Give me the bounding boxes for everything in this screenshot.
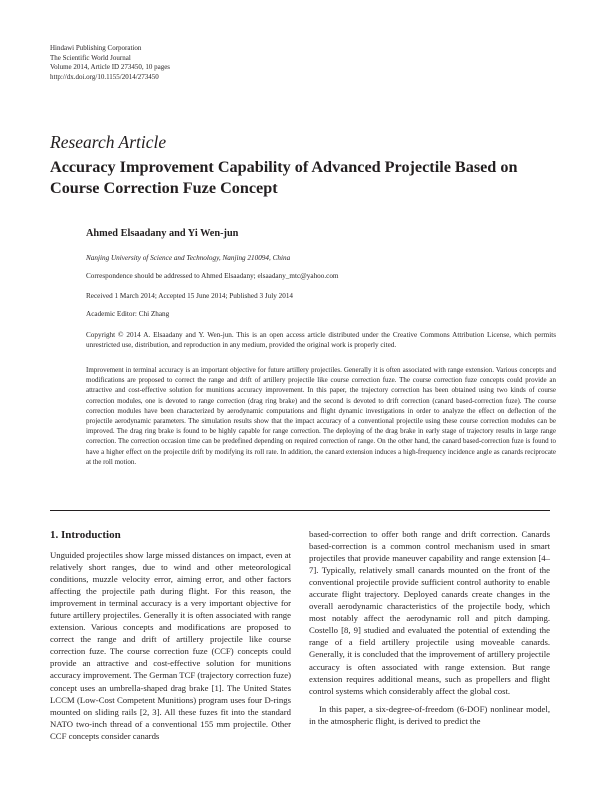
body-paragraph: based-correction to offer both range and drift correction. Canards based-correction is a common control mechanism used in smart projectiles that provide maneuver capability and range extension [4–7]. Typically, relatively small canards mounted on the front of the conventional projectile provide sufficient control authority to enable accurate flight trajectory. Deployed canards create changes in the overall aerodynamic characteristics of the projectile body, which most notably affect the aerodynamic roll and pitch damping. Costello [8, 9] studied and evaluated the potential of extending the range of a field artillery projectile using moveable canards. Generally, it is concluded that the improvement of artillery projectile accuracy is often associated with range extension. But range extension requires additional means, such as propellers and flight control systems which considerably affect the global cost. [309,529,550,696]
right-column [309,528,550,727]
intro-paragraph: Unguided projectiles show large missed distances on impact, even at relatively short ranges, due to wind and other meteorological conditions, muzzle velocity error, aiming error, and other factors affecting the projectile path during flight. For this reason, the improvement in terminal accuracy is a very important objective for future artillery projectiles. Generally it is often associated with range extension. Various concepts and modifications are proposed to correct the range and drift of artillery projectile like course correction fuze. The course correction fuze (CCF) concepts could provide an attractive and cost-effective solution for munitions accuracy improvement. The German TCF (trajectory correction fuze) concept uses an umbrella-shaped drag brake [1]. The United States LCCM (Low-Cost Competent Munitions) program uses four D-rings mounted on sliding rails [2, 3]. All these fuzes fit into the standard NATO two-inch thread of a conventional 155 mm projectile. Other CCF concepts consider canards [50,550,291,741]
abstract: Improvement in terminal accuracy is an important objective for future artillery projectiles. Generally it is often associated with range extension. Various concepts and modifications are proposed to correct the range and drift of artillery projectile like course correction fuze. The course correction fuze concepts could provide an attractive and cost-effective solution for munitions accuracy improvement. In this paper, the trajectory correction has been obtained using two kinds of course correction modules, one is devoted to range correction (drag ring brake) and the second is devoted to drift correction (canard based-correction fuze). The course correction modules have been characterized by aerodynamic computations and flight dynamic investigations in order to analyze the effect on deflection of the projectile aerodynamic parameters. The simulation results show that the impact accuracy of a conventional projectile using these course correction modules can be improved. The drag ring brake is found to be highly capable for range correction. The deploying of the drag brake in early stage of trajectory results in large range correction. The correction occasion time can be predefined depending on required correction of range. On the other hand, the canard based-correction fuze is found to have a higher effect on the projectile drift by modifying its roll rate. In addition, the canard extension induces a high-frequency incidence angle as canards reciprocate at the roll motion. [86,366,556,466]
paper-title: Accuracy Improvement Capability of Advanced Projectile Based on Course Correction Fuze Concept [50,158,518,197]
copyright-notice: Copyright © 2014 A. Elsaadany and Y. Wen-jun. This is an open access article distributed under the Creative Commons Attribution License, which permits unrestricted use, distribution, and reproduction in any medium, provided the original work is properly cited. [86,331,556,349]
publication-dates: Received 1 March 2014; Accepted 15 June 2014; Published 3 July 2014 [86,292,294,300]
academic-editor: Academic Editor: Chi Zhang [86,310,170,318]
body-paragraph: In this paper, a six-degree-of-freedom (6-DOF) nonlinear model, in the atmospheric flight, is derived to predict the [309,703,550,726]
volume-info: Volume 2014, Article ID 273450, 10 pages [50,63,171,71]
left-column [50,528,291,742]
section-heading: 1. Introduction [50,529,121,541]
section-divider [50,510,550,511]
journal-header [50,44,170,82]
affiliation: Nanjing University of Science and Technology, Nanjing 210094, China [86,254,291,262]
author-list: Ahmed Elsaadany and Yi Wen-jun [86,228,239,239]
correspondence: Correspondence should be addressed to Ahmed Elsaadany; elsaadany_mtc@yahoo.com [86,272,339,280]
article-type: Research Article [50,132,167,152]
doi-link[interactable]: http://dx.doi.org/10.1155/2014/273450 [50,72,159,81]
journal-name: The Scientific World Journal [50,53,131,62]
publisher-name: Hindawi Publishing Corporation [50,44,142,52]
